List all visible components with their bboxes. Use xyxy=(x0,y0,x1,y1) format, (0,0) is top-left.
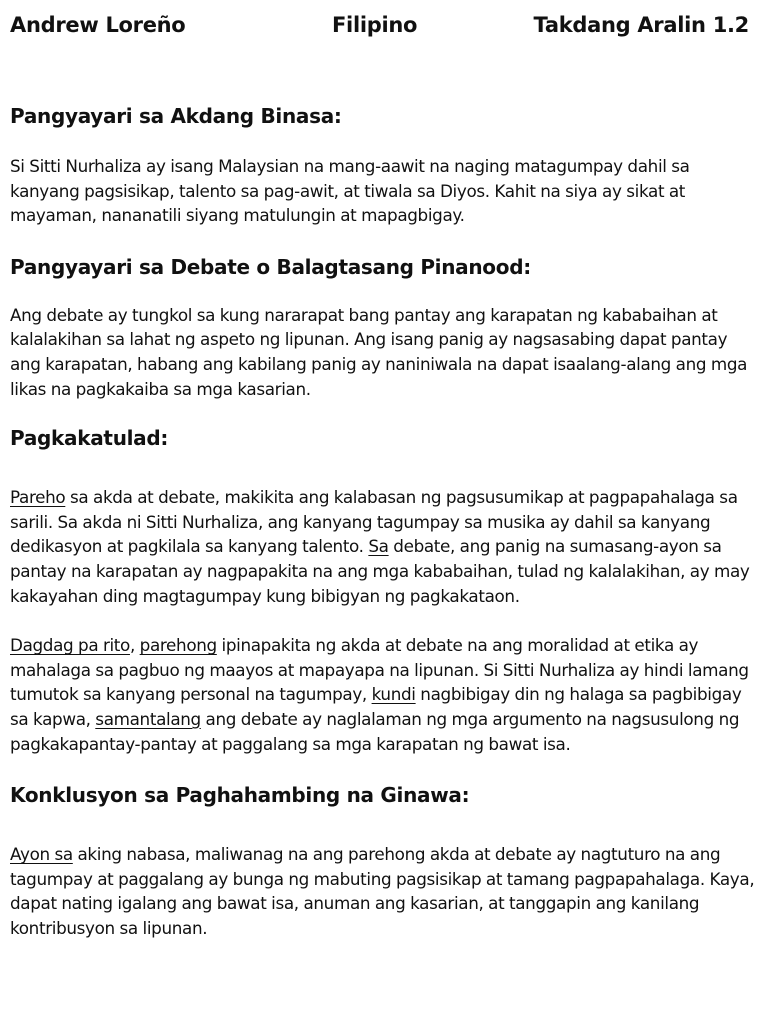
paragraph-text: aking nabasa, maliwanag na ang parehong akda at debate ay nagtuturo na ang tagumpay at paggalang ay bunga ng mabuting pagsisikap at tamang pagpapahalaga. Kaya, dapat nating igalang ang bawat isa, anuman ang kasarian, at tanggapin ang kanilang kontribusyon sa lipunan. xyxy=(10,844,755,938)
paragraph-text: sa akda at debate, makikita ang kalabasan ng pagsusumikap at pagpapahalaga sa sarili. Sa akda ni Sitti Nurhaliza, ang kanyang tagumpay sa musika ay dahil sa kanyang dedikasyon at pagkilala sa kanyang talento. xyxy=(10,487,738,557)
document-header xyxy=(10,10,749,40)
paragraph-konklusyon xyxy=(10,842,760,940)
section-heading-konklusyon: Konklusyon sa Paghahambing na Ginawa: xyxy=(10,783,470,808)
underlined-phrase: Sa xyxy=(368,536,389,557)
underlined-phrase: samantalang xyxy=(95,708,201,729)
paragraph-pagkakatulad-2 xyxy=(10,633,760,756)
author-name: Andrew Loreño xyxy=(10,13,186,37)
underlined-phrase: Ayon sa xyxy=(10,844,73,865)
paragraph-text: , xyxy=(129,635,140,656)
paragraph-text: nagbibigay din ng halaga sa pagbibigay sa kapwa, xyxy=(10,684,742,729)
paragraph-pagkakatulad-1 xyxy=(10,485,760,608)
paragraph-debate: Ang debate ay tungkol sa kung nararapat bang pantay ang karapatan ng kababaihan at kalalakihan sa lahat ng aspeto ng lipunan. Ang isang panig ay nagsasabing dapat pantay ang karapatan, habang ang kabilang panig ay naniniwala na dapat isaalang-alang ang mga likas na pagkakaiba sa mga kasarian. xyxy=(10,304,748,399)
document-body xyxy=(10,100,760,940)
underlined-phrase: Dagdag pa rito xyxy=(10,635,130,656)
assignment-title: Takdang Aralin 1.2 xyxy=(533,13,749,37)
underlined-phrase: kundi xyxy=(371,684,416,705)
paragraph-text: debate, ang panig na sumasang-ayon sa pantay na karapatan ay nagpapakita na ang mga kababaihan, tulad ng kalalakihan, ay may kakayahan ding magtagumpay kung bibigyan ng pagkakataon. xyxy=(10,536,750,606)
underlined-phrase: Pareho xyxy=(10,487,66,508)
paragraph-text: ang debate ay naglalaman ng mga argumento na nagsusulong ng pagkakapantay-pantay at paggalang sa mga karapatan ng bawat isa. xyxy=(10,708,740,754)
section-heading-debate: Pangyayari sa Debate o Balagtasang Pinanood: xyxy=(10,254,531,279)
subject-title: Filipino xyxy=(332,13,418,37)
paragraph-text: ipinapakita ng akda at debate na ang moralidad at etika ay mahalaga sa pagbuo ng maayos at mapayapa na lipunan. Si Sitti Nurhaliza ay hindi lamang tumutok sa kanyang personal na tagumpay, xyxy=(10,635,749,705)
section-heading-akda: Pangyayari sa Akdang Binasa: xyxy=(10,104,342,128)
underlined-phrase: parehong xyxy=(139,635,217,656)
section-heading-pagkakatulad: Pagkakatulad: xyxy=(10,426,169,451)
paragraph-akda: Si Sitti Nurhaliza ay isang Malaysian na mang-aawit na naging matagumpay dahil sa kanyang pagsisikap, talento sa pag-awit, at tiwala sa Diyos. Kahit na siya ay sikat at mayaman, nananatili siyang matulungin at mapagbigay. xyxy=(10,156,690,226)
